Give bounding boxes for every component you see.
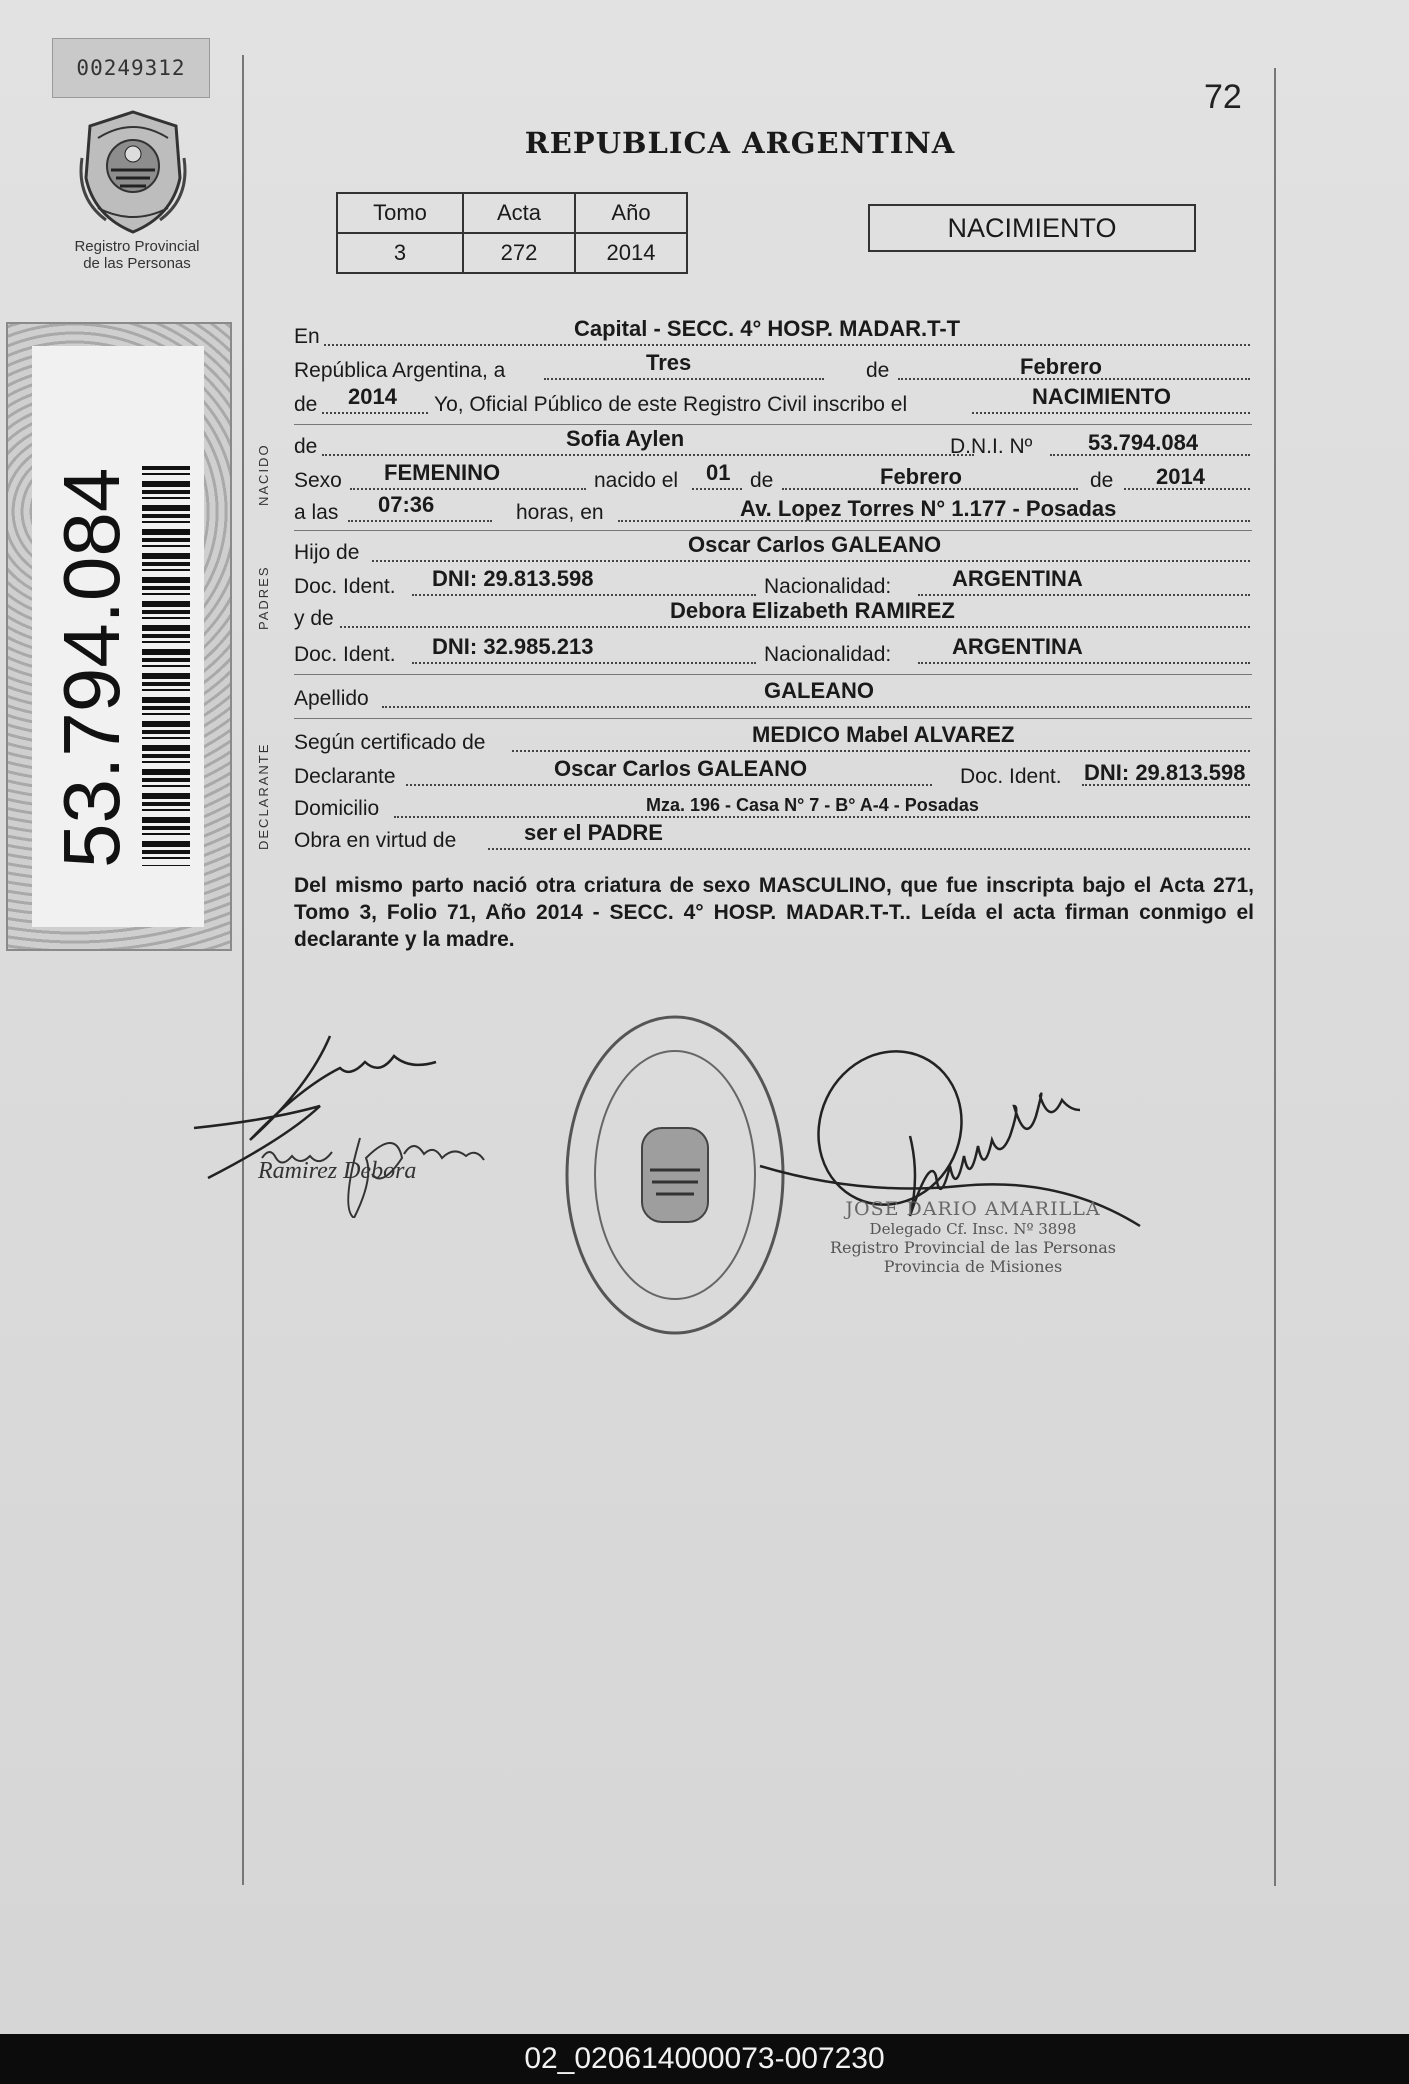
footer-file-id-text: 02_020614000073-007230: [524, 2042, 885, 2075]
label-country: República Argentina, a: [294, 359, 506, 382]
registry-caption: [52, 238, 222, 272]
label-de-month: de: [866, 359, 890, 382]
label-de-name: de: [294, 435, 318, 458]
row-time: [294, 492, 1252, 528]
label-obra: Obra en virtud de: [294, 829, 457, 852]
label-y-de: y de: [294, 607, 334, 630]
official-province: Provincia de Misiones: [883, 1257, 1063, 1276]
label-de-birth-year: de: [1090, 469, 1114, 492]
label-certificado: Según certificado de: [294, 731, 486, 754]
label-a-las: a las: [294, 501, 339, 524]
value-place: Capital - SECC. 4° HOSP. MADAR.T-T: [574, 316, 961, 341]
row-address: [294, 794, 1252, 824]
ref-value-acta: 272: [463, 233, 575, 273]
row-surname: [294, 678, 1252, 714]
side-label-padres: PADRES: [256, 565, 271, 630]
barcode-bars: [142, 466, 190, 866]
label-mother-doc: Doc. Ident.: [294, 643, 396, 666]
value-day-word: Tres: [646, 350, 692, 375]
value-declarant: Oscar Carlos GALEANO: [554, 756, 808, 781]
separator-3: [294, 674, 1252, 675]
value-birth-year: 2014: [1156, 464, 1205, 489]
value-month: Febrero: [1020, 354, 1102, 379]
value-mother-doc: DNI: 32.985.213: [432, 634, 594, 659]
label-domicilio: Domicilio: [294, 797, 380, 820]
official-title: Delegado Cf. Insc. Nº 3898: [869, 1220, 1077, 1238]
ref-value-tomo: 3: [337, 233, 463, 273]
official-signature-block: [828, 1198, 1118, 1276]
label-father-nationality: Nacionalidad:: [764, 575, 892, 598]
value-act: NACIMIENTO: [1032, 384, 1171, 409]
label-en: En: [294, 325, 320, 348]
value-father: Oscar Carlos GALEANO: [688, 532, 942, 557]
value-father-doc: DNI: 29.813.598: [432, 566, 594, 591]
reference-table: [336, 192, 688, 274]
official-registry: Registro Provincial de las Personas: [829, 1238, 1117, 1257]
official-name: JOSE DARIO AMARILLA: [845, 1198, 1101, 1220]
value-certificate: MEDICO Mabel ALVAREZ: [752, 722, 1015, 747]
left-margin-line: [242, 55, 244, 1885]
value-declarant-doc: DNI: 29.813.598: [1084, 760, 1246, 785]
label-declarante: Declarante: [294, 765, 396, 788]
ref-value-anio: 2014: [575, 233, 687, 273]
value-birth-place: Av. Lopez Torres N° 1.177 - Posadas: [740, 496, 1117, 521]
label-official-text: Yo, Oficial Público de este Registro Civil inscribo el: [434, 393, 908, 416]
row-mother: [294, 598, 1252, 634]
row-year: [294, 384, 1252, 420]
separator-1: [294, 424, 1252, 425]
value-address: Mza. 196 - Casa N° 7 - B° A-4 - Posadas: [646, 795, 979, 815]
value-dni: 53.794.084: [1088, 430, 1199, 455]
label-horas-en: horas, en: [516, 501, 604, 524]
footer-file-id: [0, 2034, 1409, 2084]
label-sexo: Sexo: [294, 469, 342, 492]
label-de-birth-month: de: [750, 469, 774, 492]
mother-signature-text: Ramirez Debora: [258, 1158, 417, 1184]
label-de-year: de: [294, 393, 318, 416]
value-surname: GALEANO: [764, 678, 874, 703]
row-mother-doc: [294, 634, 1252, 670]
side-label-declarante: DECLARANTE: [256, 742, 271, 850]
row-sexo: [294, 460, 1252, 496]
label-dni: D.N.I. Nº: [950, 435, 1033, 458]
label-declarant-doc: Doc. Ident.: [960, 765, 1062, 788]
ref-header-acta: Acta: [463, 193, 575, 233]
label-father-doc: Doc. Ident.: [294, 575, 396, 598]
ref-header-tomo: Tomo: [337, 193, 463, 233]
registry-caption-line1: Registro Provincial: [74, 238, 200, 255]
province-emblem-icon: [76, 108, 190, 238]
row-role: [294, 820, 1252, 856]
value-father-nationality: ARGENTINA: [952, 566, 1083, 591]
mother-signature: [190, 1028, 550, 1218]
document-title: REPUBLICA ARGENTINA: [524, 126, 956, 160]
value-mother-nationality: ARGENTINA: [952, 634, 1083, 659]
row-place: [294, 316, 1252, 352]
value-birth-day: 01: [706, 460, 731, 485]
label-mother-nationality: Nacionalidad:: [764, 643, 892, 666]
value-mother: Debora Elizabeth RAMIREZ: [670, 598, 955, 623]
value-birth-time: 07:36: [378, 492, 435, 517]
page-number: 72: [1204, 78, 1242, 116]
act-type-box: NACIMIENTO: [868, 204, 1196, 252]
side-label-nacido: NACIDO: [256, 443, 271, 506]
serial-number: 00249312: [52, 38, 210, 98]
value-sexo: FEMENINO: [384, 460, 501, 485]
separator-4: [294, 718, 1252, 719]
value-birth-month: Febrero: [880, 464, 962, 489]
registry-caption-line2: de las Personas: [83, 255, 191, 272]
value-name: Sofia Aylen: [566, 426, 685, 451]
right-margin-line: [1274, 68, 1276, 1886]
label-nacido-el: nacido el: [594, 469, 679, 492]
value-year: 2014: [348, 384, 397, 409]
ref-header-anio: Año: [575, 193, 687, 233]
label-hijo-de: Hijo de: [294, 541, 360, 564]
barcode-number: 53.794.084: [47, 467, 136, 868]
label-apellido: Apellido: [294, 687, 369, 710]
row-declarant: [294, 756, 1252, 792]
note-paragraph: Del mismo parto nació otra criatura de sexo MASCULINO, que fue inscripta bajo el Acta 271, Tomo 3, Folio 71, Año 2014 - SECC. 4° HOSP. MADAR.T-T.. Leída el acta firman conmigo el declarante y la madre.: [294, 874, 1254, 951]
value-role: ser el PADRE: [524, 820, 663, 845]
